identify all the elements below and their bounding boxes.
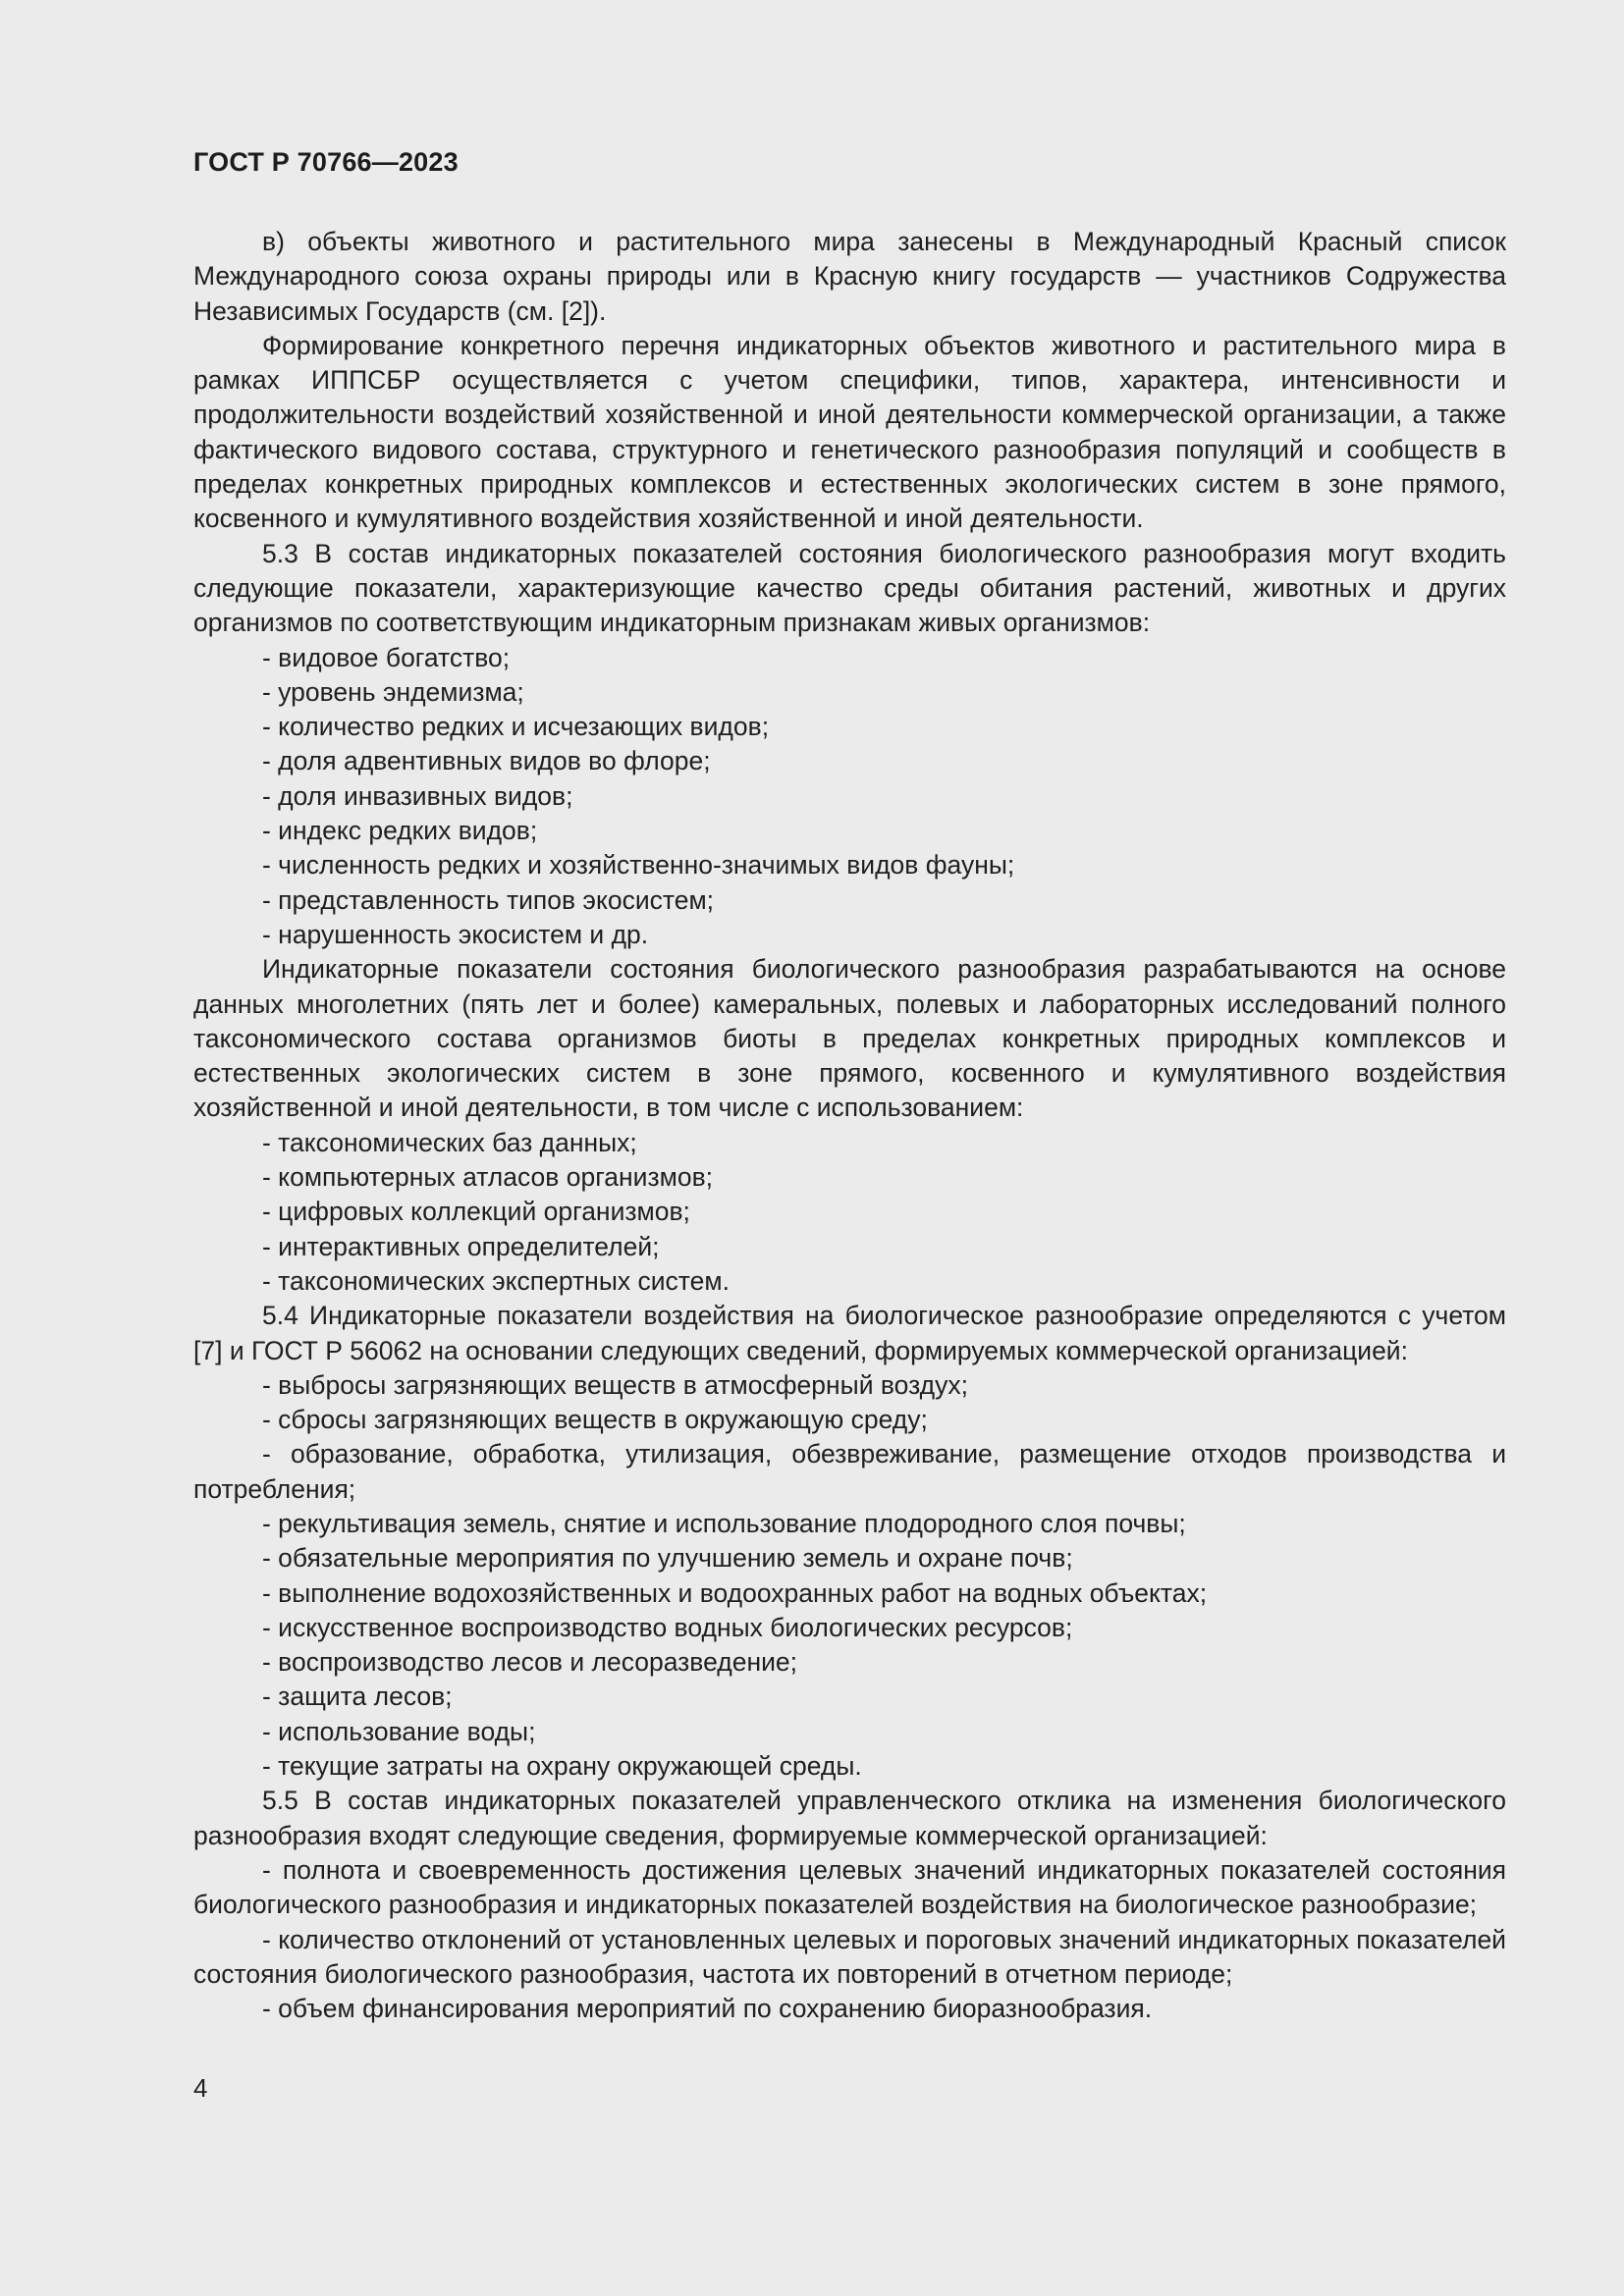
paragraph: 5.4 Индикаторные показатели воздействия на биологическое разнообразие определяются с учетом [7] и ГОСТ Р 56062 на основании следующих сведений, формируемых коммерческой организацией: bbox=[193, 1301, 1506, 1365]
list-item: - уровень эндемизма; bbox=[262, 676, 524, 707]
list-item: - видовое богатство; bbox=[262, 642, 511, 672]
list-item: - воспроизводство лесов и лесоразведение; bbox=[262, 1647, 797, 1678]
list-item: - индекс редких видов; bbox=[262, 816, 538, 846]
list-item: - выполнение водохозяйственных и водоохранных работ на водных объектах; bbox=[262, 1577, 1208, 1608]
list-item: - количество редких и исчезающих видов; bbox=[262, 712, 770, 742]
document-code-header: ГОСТ Р 70766—2023 bbox=[193, 147, 459, 177]
list-item: - использование воды; bbox=[262, 1716, 536, 1746]
paragraph: 5.3 В состав индикаторных показателей состояния биологического разнообразия могут входить следующие показатели, характеризующие качество среды обитания растений, животных и других организмов по соответствующим индикаторным признакам живых организмов: bbox=[193, 538, 1506, 638]
list-item: - текущие затраты на охрану окружающей среды. bbox=[262, 1751, 862, 1782]
paragraph: - количество отклонений от установленных целевых и пороговых значений индикаторных показателей состояния биологического разнообразия, частота их повторений в отчетном периоде; bbox=[193, 1924, 1506, 1989]
list-item: - объем финансирования мероприятий по сохранению биоразнообразия. bbox=[262, 1994, 1153, 2024]
paragraph: Индикаторные показатели состояния биологического разнообразия разрабатываются на основе данных многолетних (пять лет и более) камеральных, полевых и лабораторных исследований полного таксономического состава организмов биоты в пределах конкретных природных комплексов и естественных экологических систем в зоне прямого, косвенного и кумулятивного воздействия хозяйственной и иной деятельности, в том числе с использованием: bbox=[193, 954, 1506, 1123]
list-item: - обязательные мероприятия по улучшению земель и охране почв; bbox=[262, 1543, 1073, 1574]
page-number: 4 bbox=[193, 2073, 208, 2103]
list-item: - интерактивных определителей; bbox=[262, 1231, 660, 1261]
list-item: - искусственное воспроизводство водных биологических ресурсов; bbox=[262, 1612, 1073, 1642]
paragraph: - полнота и своевременность достижения целевых значений индикаторных показателей состояния биологического разнообразия и индикаторных показателей воздействия на биологическое разнообразие; bbox=[193, 1854, 1506, 1920]
paragraph: - образование, обработка, утилизация, обезвреживание, размещение отходов производства и потребления; bbox=[193, 1439, 1506, 1504]
list-item: - доля инвазивных видов; bbox=[262, 780, 573, 811]
list-item: - представленность типов экосистем; bbox=[262, 884, 715, 915]
list-item: - выбросы загрязняющих веществ в атмосферный воздух; bbox=[262, 1369, 968, 1400]
paragraph: 5.5 В состав индикаторных показателей управленческого отклика на изменения биологического разнообразия входят следующие сведения, формируемые коммерческой организацией: bbox=[193, 1786, 1506, 1850]
list-item: - нарушенность экосистем и др. bbox=[262, 919, 649, 949]
list-item: - защита лесов; bbox=[262, 1682, 453, 1712]
paragraph: Формирование конкретного перечня индикаторных объектов животного и растительного мира в рамках ИППСБР осуществляется с учетом специфики, типов, характера, интенсивности и продолжительности воздействий хозяйственной и иной деятельности коммерческой организации, а также фактического видового состава, структурного и генетического разнообразия популяций и сообществ в пределах конкретных природных комплексов и естественных экологических систем в зоне прямого, косвенного и кумулятивного воздействия хозяйственной и иной деятельности. bbox=[193, 330, 1506, 534]
document-body bbox=[193, 225, 1506, 2026]
list-item: - таксономических баз данных; bbox=[262, 1127, 637, 1157]
list-item: - численность редких и хозяйственно-значимых видов фауны; bbox=[262, 850, 1015, 881]
list-item: - компьютерных атласов организмов; bbox=[262, 1162, 714, 1193]
list-item: - рекультивация земель, снятие и использование плодородного слоя почвы; bbox=[262, 1508, 1186, 1538]
paragraph: в) объекты животного и растительного мира занесены в Международный Красный список Международного союза охраны природы или в Красную книгу государств — участников Содружества Независимых Государств (см. [2]). bbox=[193, 227, 1506, 326]
list-item: - сбросы загрязняющих веществ в окружающую среду; bbox=[262, 1405, 928, 1435]
list-item: - цифровых коллекций организмов; bbox=[262, 1197, 690, 1227]
list-item: - таксономических экспертных систем. bbox=[262, 1265, 730, 1296]
list-item: - доля адвентивных видов во флоре; bbox=[262, 746, 711, 776]
